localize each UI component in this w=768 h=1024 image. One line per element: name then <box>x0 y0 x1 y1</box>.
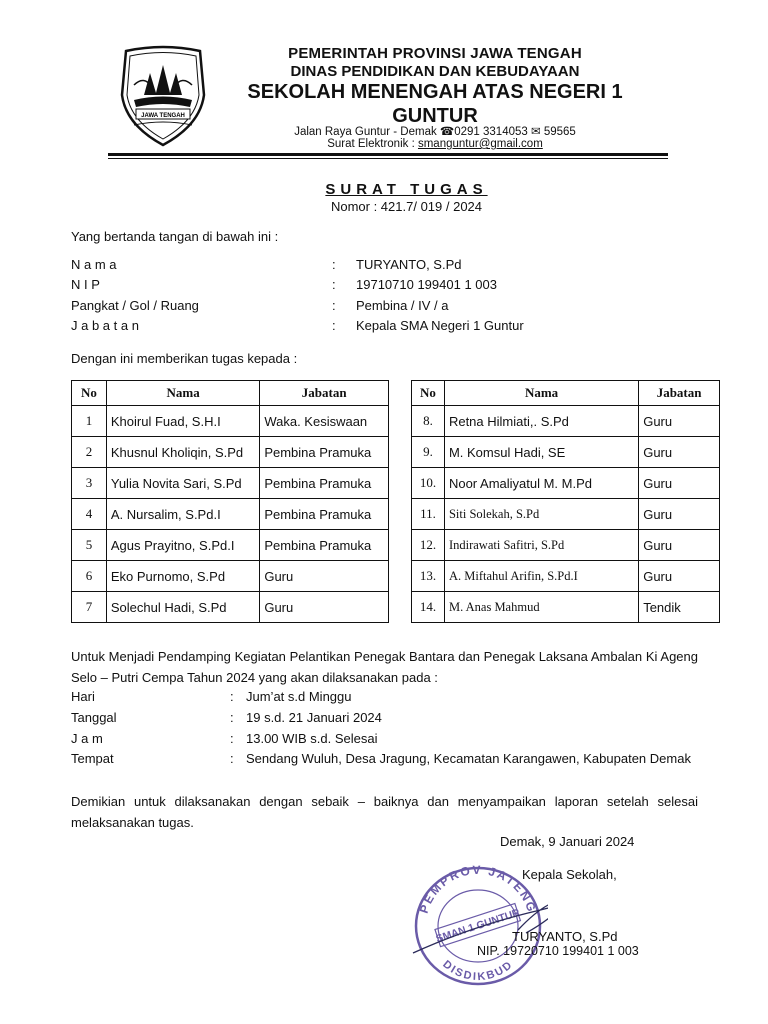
row-name: Noor Amaliyatul M. M.Pd <box>444 468 638 499</box>
row-position: Guru <box>639 406 720 437</box>
row-no: 10. <box>412 468 445 499</box>
table-row <box>412 406 720 437</box>
signer-nip-label: N I P <box>71 277 100 292</box>
row-name: Retna Hilmiati,. S.Pd <box>444 406 638 437</box>
row-position: Guru <box>260 561 389 592</box>
row-position: Guru <box>260 592 389 623</box>
row-no: 2 <box>72 437 107 468</box>
school-email: smanguntur@gmail.com <box>417 138 543 150</box>
table-header-row <box>72 381 389 406</box>
signer-position-value: Kepala SMA Negeri 1 Guntur <box>356 318 524 333</box>
colon: : <box>332 318 336 333</box>
row-no: 3 <box>72 468 107 499</box>
signer-name-signature: TURYANTO, S.Pd <box>512 929 618 944</box>
colon: : <box>230 689 234 704</box>
colon: : <box>332 277 336 292</box>
assignee-table-right <box>411 380 720 623</box>
stamp-bottom-text: DISDIKBUD <box>440 958 516 984</box>
header-no: No <box>72 381 107 406</box>
detail-date-value: 19 s.d. 21 Januari 2024 <box>246 710 382 725</box>
detail-day-label: Hari <box>71 689 95 704</box>
row-name: A. Nursalim, S.Pd.I <box>106 499 259 530</box>
row-position: Guru <box>639 530 720 561</box>
stamp-top-text: PEMPROV JATENG <box>416 862 540 916</box>
colon: : <box>230 710 234 725</box>
school-address: Jalan Raya Guntur - Demak ☎0291 3314053 ✉ 59565 <box>294 126 576 138</box>
table-row <box>412 499 720 530</box>
row-name: Siti Solekah, S.Pd <box>444 499 638 530</box>
signer-name-label: N a m a <box>71 257 117 272</box>
table-row <box>72 406 389 437</box>
row-position: Waka. Kesiswaan <box>260 406 389 437</box>
colon: : <box>230 731 234 746</box>
row-no: 6 <box>72 561 107 592</box>
row-name: Khusnul Kholiqin, S.Pd <box>106 437 259 468</box>
colon: : <box>332 298 336 313</box>
colon: : <box>332 257 336 272</box>
official-stamp <box>408 858 548 988</box>
row-position: Pembina Pramuka <box>260 468 389 499</box>
school-email-line <box>205 138 665 150</box>
row-name: A. Miftahul Arifin, S.Pd.I <box>444 561 638 592</box>
table-row <box>412 592 720 623</box>
detail-time-value: 13.00 WIB s.d. Selesai <box>246 731 378 746</box>
header-name: Nama <box>106 381 259 406</box>
row-name: Agus Prayitno, S.Pd.I <box>106 530 259 561</box>
stamp-center-text: SMAN 1 GUNTUR <box>434 906 522 946</box>
purpose-paragraph: Untuk Menjadi Pendamping Kegiatan Pelantikan Penegak Bantara dan Penegak Laksana Ambalan Ki Ageng Selo – Putri Cempa Tahun 2024 yang akan dilaksanakan pada : <box>71 649 698 685</box>
row-no: 9. <box>412 437 445 468</box>
table-row <box>72 437 389 468</box>
signer-role: Kepala Sekolah, <box>522 867 617 882</box>
row-no: 13. <box>412 561 445 592</box>
row-position: Tendik <box>639 592 720 623</box>
school-name-line2: GUNTUR <box>392 105 478 127</box>
row-name: M. Anas Mahmud <box>444 592 638 623</box>
signer-nip-signature: NIP. 19720710 199401 1 003 <box>477 944 639 958</box>
row-no: 5 <box>72 530 107 561</box>
signer-position-label: J a b a t a n <box>71 318 139 333</box>
table-row <box>72 468 389 499</box>
row-position: Pembina Pramuka <box>260 499 389 530</box>
table-row <box>72 530 389 561</box>
intro-text: Yang bertanda tangan di bawah ini : <box>71 229 279 244</box>
table-row <box>412 437 720 468</box>
detail-place-label: Tempat <box>71 751 114 766</box>
signer-nip-value: 19710710 199401 1 003 <box>356 277 497 292</box>
row-position: Guru <box>639 499 720 530</box>
table-header-row <box>412 381 720 406</box>
document-title <box>0 181 768 198</box>
signer-rank-value: Pembina / IV / a <box>356 298 449 313</box>
row-position: Pembina Pramuka <box>260 530 389 561</box>
letterhead-line2: DINAS PENDIDIKAN DAN KEBUDAYAAN <box>290 63 580 80</box>
detail-place-value: Sendang Wuluh, Desa Jragung, Kecamatan Karangawen, Kabupaten Demak <box>246 751 691 766</box>
assignment-intro: Dengan ini memberikan tugas kepada : <box>71 351 298 366</box>
row-position: Pembina Pramuka <box>260 437 389 468</box>
row-name: Eko Purnomo, S.Pd <box>106 561 259 592</box>
school-name <box>205 80 665 128</box>
row-name: Yulia Novita Sari, S.Pd <box>106 468 259 499</box>
letterhead-rule-thick <box>108 153 668 156</box>
header-position: Jabatan <box>639 381 720 406</box>
row-no: 1 <box>72 406 107 437</box>
table-row <box>412 468 720 499</box>
assignee-table-left <box>71 380 389 623</box>
header-name: Nama <box>444 381 638 406</box>
svg-text:PEMPROV JATENG <box>417 863 540 915</box>
table-row <box>72 561 389 592</box>
row-no: 14. <box>412 592 445 623</box>
place-date: Demak, 9 Januari 2024 <box>500 834 635 849</box>
table-row <box>412 530 720 561</box>
signer-rank-label: Pangkat / Gol / Ruang <box>71 298 199 313</box>
row-position: Guru <box>639 561 720 592</box>
row-no: 11. <box>412 499 445 530</box>
row-no: 8. <box>412 406 445 437</box>
header-position: Jabatan <box>260 381 389 406</box>
colon: : <box>230 751 234 766</box>
row-name: Khoirul Fuad, S.H.I <box>106 406 259 437</box>
row-no: 4 <box>72 499 107 530</box>
detail-day-value: Jum’at s.d Minggu <box>246 689 352 704</box>
signer-name-value: TURYANTO, S.Pd <box>356 257 462 272</box>
document-number: Nomor : 421.7/ 019 / 2024 <box>330 199 483 214</box>
row-name: M. Komsul Hadi, SE <box>444 437 638 468</box>
letterhead-rule-thin <box>108 158 668 159</box>
row-no: 12. <box>412 530 445 561</box>
school-name-line1: SEKOLAH MENENGAH ATAS NEGERI 1 <box>247 81 623 103</box>
table-row <box>72 499 389 530</box>
table-row <box>72 592 389 623</box>
table-row <box>412 561 720 592</box>
row-name: Indirawati Safitri, S.Pd <box>444 530 638 561</box>
row-name: Solechul Hadi, S.Pd <box>106 592 259 623</box>
detail-date-label: Tanggal <box>71 710 117 725</box>
email-label: Surat Elektronik : <box>327 138 418 150</box>
row-position: Guru <box>639 437 720 468</box>
logo-label: JAWA TENGAH <box>141 113 185 119</box>
row-no: 7 <box>72 592 107 623</box>
document-title-text: SURAT TUGAS <box>325 181 488 198</box>
letterhead-line1: PEMERINTAH PROVINSI JAWA TENGAH <box>288 45 582 62</box>
header-no: No <box>412 381 445 406</box>
row-position: Guru <box>639 468 720 499</box>
detail-time-label: J a m <box>71 731 103 746</box>
closing-paragraph: Demikian untuk dilaksanakan dengan sebaik – baiknya dan menyampaikan laporan setelah selesai melaksanakan tugas. <box>71 794 698 830</box>
